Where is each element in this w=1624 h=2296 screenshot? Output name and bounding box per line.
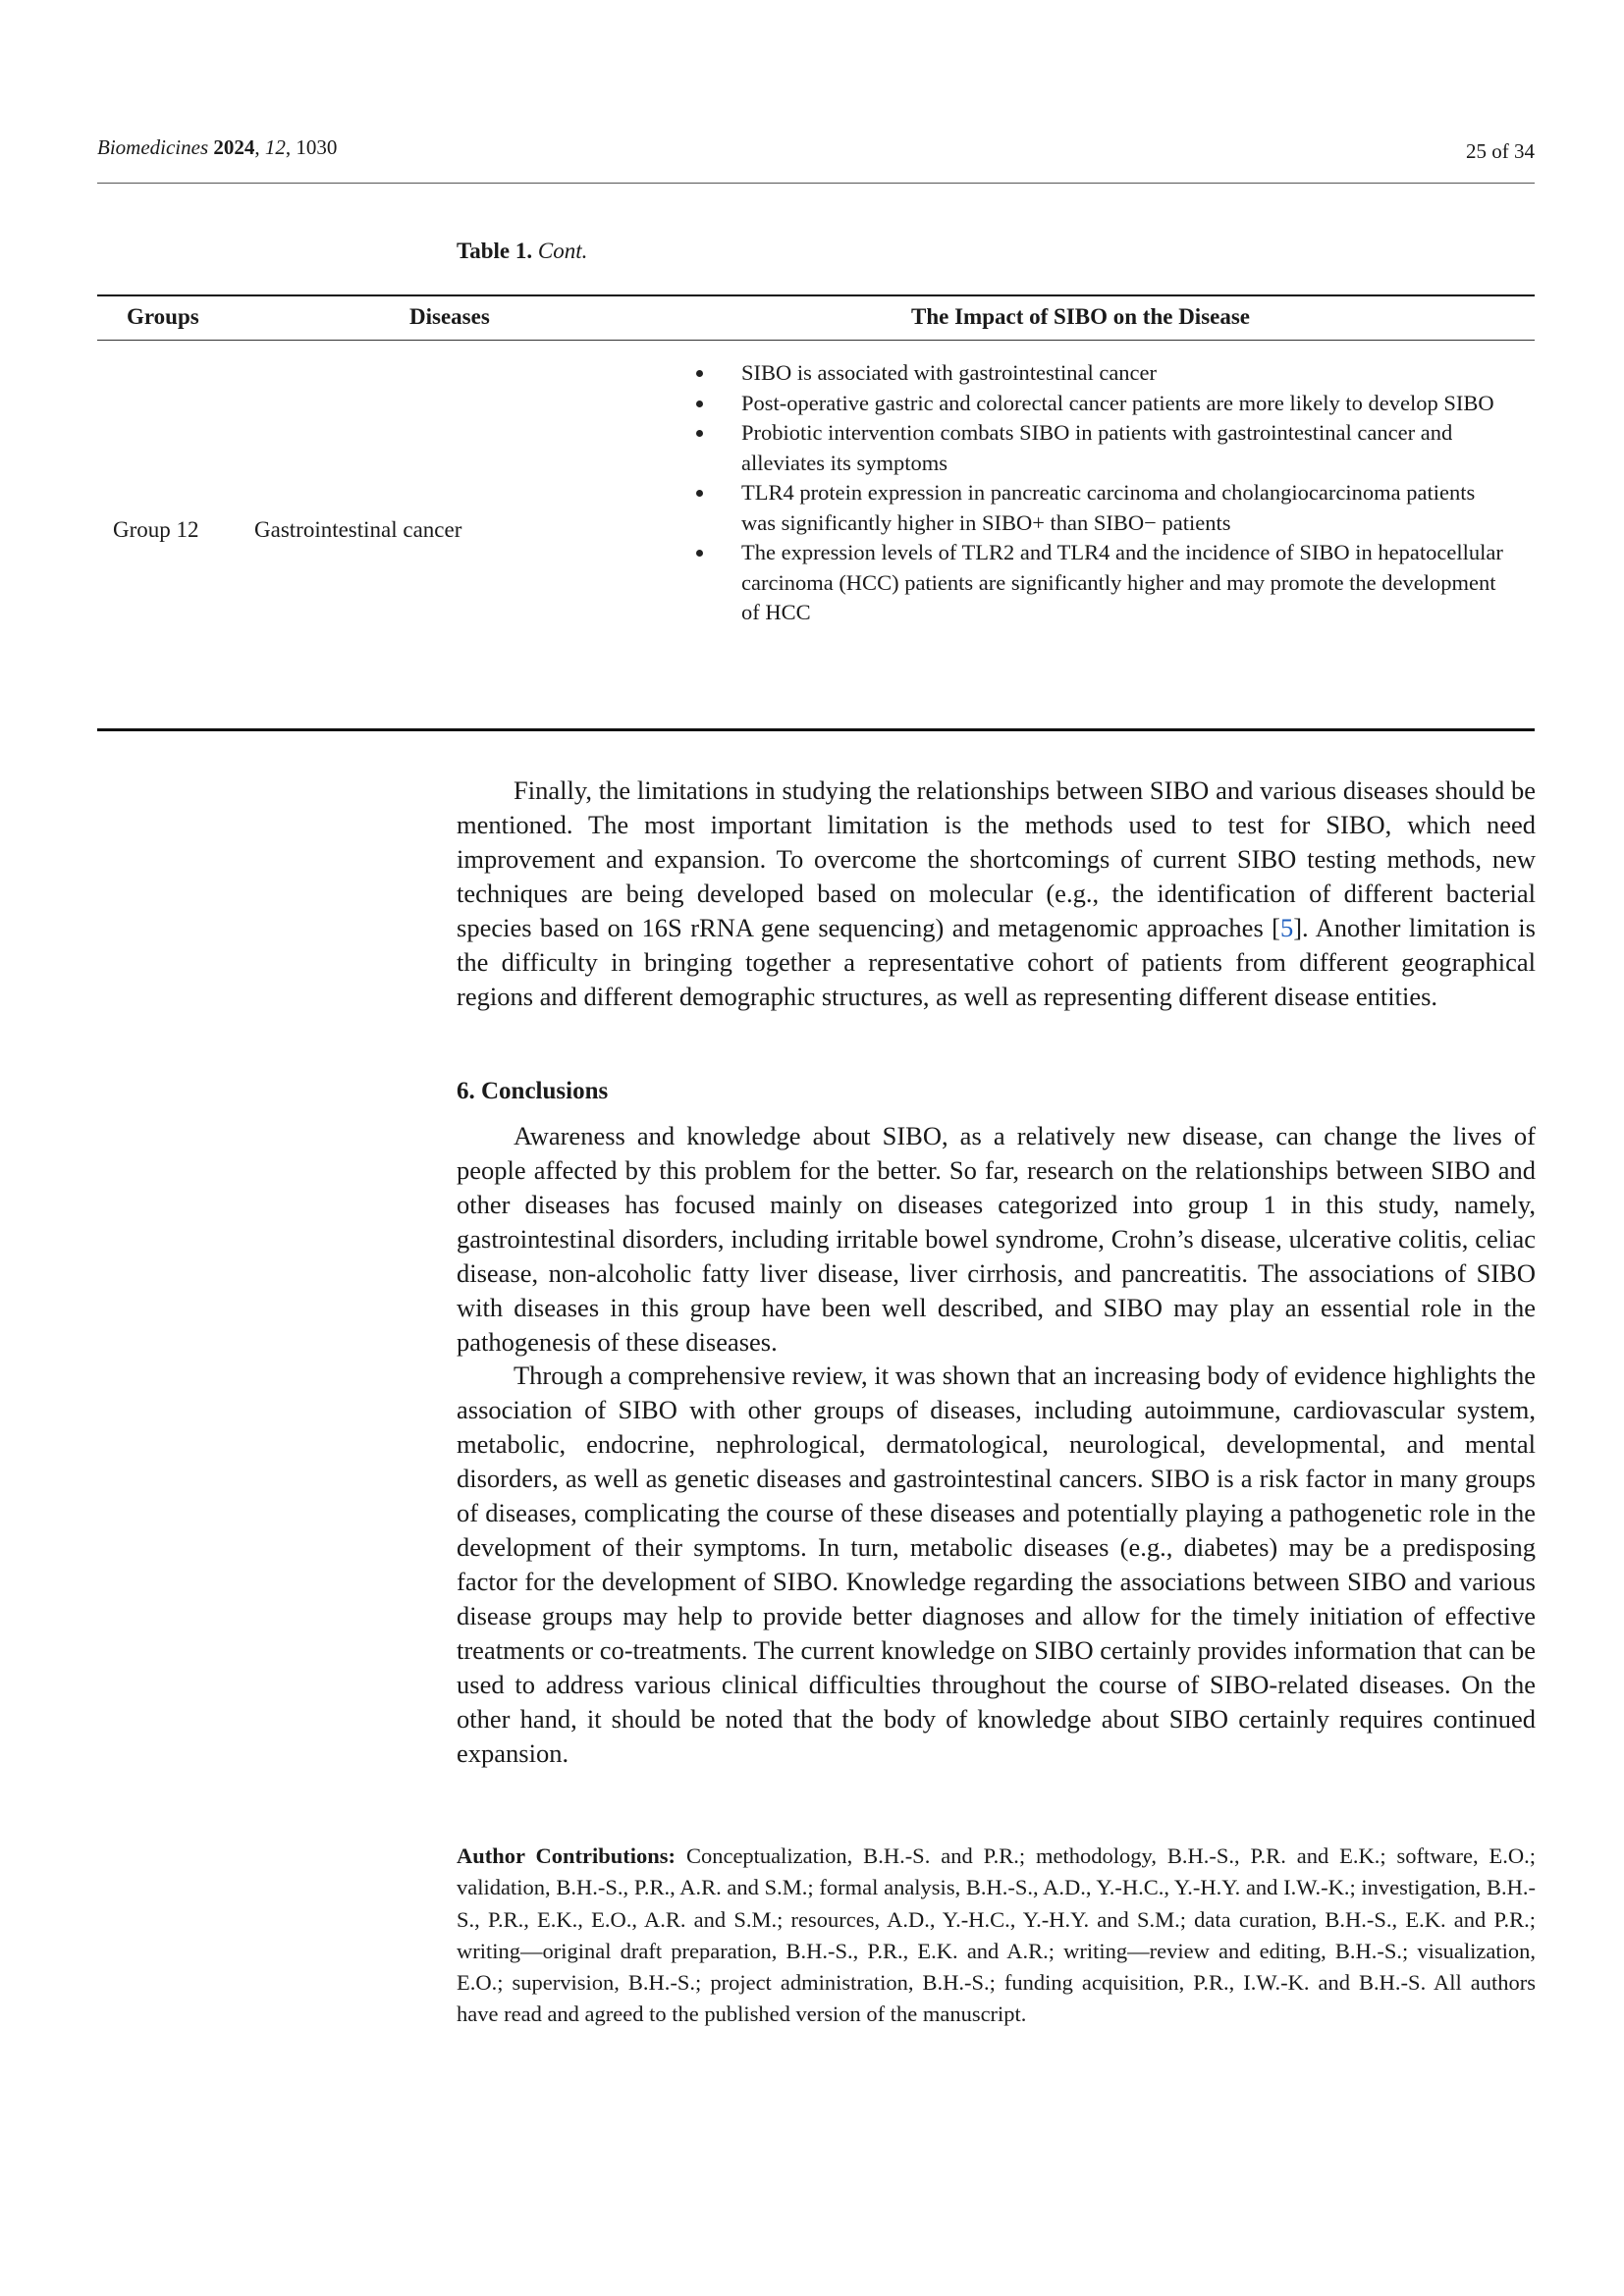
paragraph-conclusions-2: Through a comprehensive review, it was shown that an increasing body of evidence highlights the association of SIBO with other groups of diseases, including autoimmune, cardiovascular system, metabolic, endocrine, nephrological, dermatological, neurological, developmental, and mental disorders, as well as genetic diseases and gastrointestinal cancers. SIBO is a risk factor in many groups of diseases, complicating the course of these diseases and potentially playing a pathogenetic role in the development of their symptoms. In turn, metabolic diseases (e.g., diabetes) may be a predisposing factor for the development of SIBO. Knowledge regarding the associations between SIBO and various disease groups may help to provide better diagnoses and allow for the timely initiation of effective treatments or co-treatments. The current knowledge on SIBO certainly provides information that can be used to address various clinical difficulties throughout the course of SIBO-related diseases. On the other hand, it should be noted that the body of knowledge about SIBO certainly requires continued expansion. bbox=[457, 1361, 1536, 1768]
bullet-icon bbox=[696, 400, 703, 407]
paragraph-text: Finally, the limitations in studying the relationships between SIBO and various diseases should be mentioned. The most important limitation is the methods used to test for SIBO, which need improvement and expansion. To overcome the shortcomings of current SIBO testing methods, new techniques are being developed based on molecular (e.g., the identification of different bacterial species based on 16S rRNA gene sequencing) and metagenomic approaches [ bbox=[457, 775, 1536, 942]
cell-group: Group 12 bbox=[113, 517, 199, 542]
author-contributions-label: Author Contributions: bbox=[457, 1843, 677, 1868]
table-caption-label: Table 1. bbox=[457, 239, 533, 263]
impact-item bbox=[696, 389, 1511, 419]
journal-year: 2024 bbox=[213, 135, 255, 159]
bullet-icon bbox=[696, 430, 703, 437]
impact-text: Post-operative gastric and colorectal cancer patients are more likely to develop SIBO bbox=[741, 390, 1494, 415]
author-contributions-text: Conceptualization, B.H.-S. and P.R.; methodology, B.H.-S., P.R. and E.K.; software, E.O.; validation, B.H.-S., P.R., A.R. and S.M.; formal analysis, B.H.-S., A.D., Y.-H.C., Y.-H.Y. and I.W.-K.; investigation, B.H.-S., P.R., E.K., E.O., A.R. and S.M.; resources, A.D., Y.-H.C., Y.-H.Y. and S.M.; data curation, B.H.-S., E.K. and P.R.; writing—original draft preparation, B.H.-S., P.R., E.K. and A.R.; writing—review and editing, B.H.-S.; visualization, E.O.; supervision, B.H.-S.; project administration, B.H.-S.; funding acquisition, P.R., I.W.-K. and B.H.-S. All authors have read and agreed to the published version of the manuscript. bbox=[457, 1843, 1537, 2027]
impact-text: TLR4 protein expression in pancreatic carcinoma and cholangiocarcinoma patients was significantly higher in SIBO+ than SIBO− patients bbox=[741, 480, 1476, 535]
cell-disease: Gastrointestinal cancer bbox=[254, 517, 462, 542]
author-contributions bbox=[457, 1841, 1536, 2031]
table-row bbox=[97, 341, 1535, 728]
article-number: 1030 bbox=[296, 135, 338, 159]
impact-text: The expression levels of TLR2 and TLR4 and the incidence of SIBO in hepatocellular carcinoma (HCC) patients are significantly higher and may promote the development of HCC bbox=[741, 540, 1503, 624]
impact-item bbox=[696, 538, 1511, 628]
impact-list bbox=[696, 358, 1511, 628]
table-header-row bbox=[97, 296, 1535, 340]
table-bottom-rule bbox=[97, 728, 1535, 731]
journal-volume: 12 bbox=[264, 135, 286, 159]
section-heading-conclusions: 6. Conclusions bbox=[457, 1078, 609, 1104]
table-caption-cont: Cont. bbox=[537, 239, 588, 263]
impact-text: SIBO is associated with gastrointestinal cancer bbox=[741, 360, 1158, 385]
impact-text: Probiotic intervention combats SIBO in patients with gastrointestinal cancer and alleviates its symptoms bbox=[741, 420, 1453, 475]
paragraph-conclusions-1: Awareness and knowledge about SIBO, as a relatively new disease, can change the lives of people affected by this problem for the better. So far, research on the relationships between SIBO and other diseases has focused mainly on diseases categorized into group 1 in this study, namely, gastrointestinal disorders, including irritable bowel syndrome, Crohn’s disease, ulcerative colitis, celiac disease, non-alcoholic fatty liver disease, liver cirrhosis, and pancreatitis. The associations of SIBO with diseases in this group have been well described, and SIBO may play an essential role in the pathogenesis of these diseases. bbox=[457, 1121, 1536, 1357]
bullet-icon bbox=[696, 370, 703, 377]
citation-link[interactable]: 5 bbox=[1279, 913, 1294, 942]
bullet-icon bbox=[696, 490, 703, 497]
column-header-diseases: Diseases bbox=[409, 304, 490, 329]
paragraph-text: ]. Another limitation is the difficulty in bringing together a representative cohort of patients from different geographical regions and different demographic structures, as well as representing different disease entities. bbox=[457, 913, 1536, 1011]
page-number: 25 of 34 bbox=[1466, 139, 1535, 163]
page-header bbox=[97, 135, 1535, 184]
impact-item bbox=[696, 478, 1511, 538]
journal-name: Biomedicines bbox=[97, 135, 209, 159]
column-header-groups: Groups bbox=[127, 304, 199, 329]
column-header-impact: The Impact of SIBO on the Disease bbox=[911, 304, 1251, 329]
impact-item bbox=[696, 418, 1511, 478]
impact-table bbox=[97, 294, 1535, 731]
table-caption bbox=[457, 239, 587, 264]
paragraph-limitations bbox=[457, 774, 1536, 1014]
impact-item bbox=[696, 358, 1511, 389]
journal-citation: Biomedicines 2024, 12, 1030 bbox=[97, 135, 338, 159]
bullet-icon bbox=[696, 550, 703, 557]
